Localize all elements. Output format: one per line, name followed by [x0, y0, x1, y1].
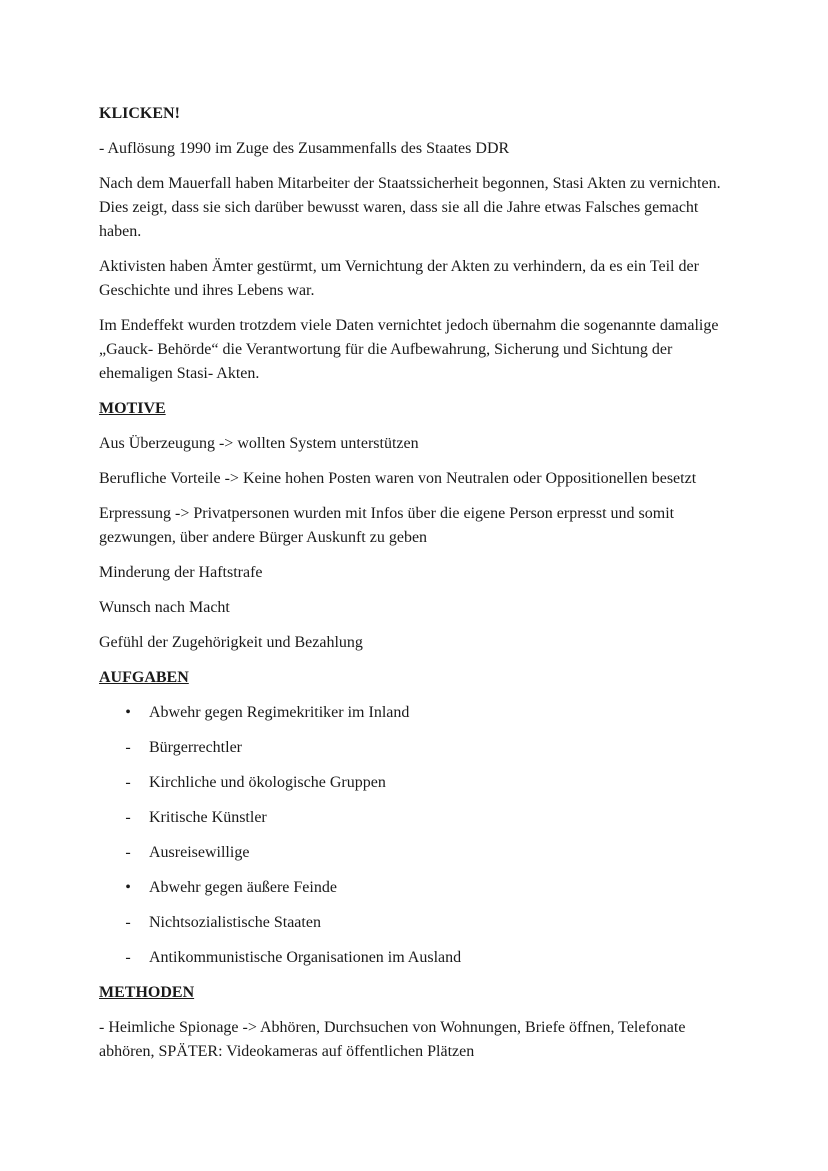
aufgaben-list [99, 701, 739, 970]
list-marker: - [125, 774, 131, 791]
list-item-text: Bürgerrechtler [149, 739, 242, 756]
page-title: KLICKEN! [99, 105, 180, 122]
list-marker: - [125, 844, 131, 861]
list-marker: - [125, 809, 131, 826]
section-heading-aufgaben: AUFGABEN [99, 669, 189, 686]
list-marker: - [125, 949, 131, 966]
motive-item: Gefühl der Zugehörigkeit und Bezahlung [99, 634, 363, 651]
document-page [99, 102, 739, 1075]
list-item-text: Nichtsozialistische Staaten [149, 914, 321, 931]
list-item-text: Antikommunistische Organisationen im Ausland [149, 949, 462, 966]
intro-paragraph: Aktivisten haben Ämter gestürmt, um Vernichtung der Akten zu verhindern, da es ein Teil der Geschichte und ihres Lebens war. [99, 258, 699, 299]
methoden-item: - Heimliche Spionage -> Abhören, Durchsuchen von Wohnungen, Briefe öffnen, Telefonate abhören, SPÄTER: Videokameras auf öffentlichen Plätzen [99, 1019, 686, 1060]
list-item [99, 771, 739, 795]
list-item [99, 701, 739, 725]
list-item-text: Kritische Künstler [149, 809, 267, 826]
section-heading-methoden: METHODEN [99, 984, 195, 1001]
list-item-text: Ausreisewillige [149, 844, 250, 861]
list-item-text: Kirchliche und ökologische Gruppen [149, 774, 386, 791]
list-item [99, 806, 739, 830]
list-item [99, 841, 739, 865]
intro-paragraph: Im Endeffekt wurden trotzdem viele Daten vernichtet jedoch übernahm die sogenannte damalige „Gauck- Behörde“ die Verantwortung für die Aufbewahrung, Sicherung und Sichtung der ehemaligen Stasi- Akten. [99, 317, 719, 382]
list-marker: - [125, 914, 131, 931]
list-item-text: Abwehr gegen Regimekritiker im Inland [149, 704, 410, 721]
list-item [99, 911, 739, 935]
list-item [99, 876, 739, 900]
motive-item: Berufliche Vorteile -> Keine hohen Posten waren von Neutralen oder Oppositionellen besetzt [99, 470, 697, 487]
list-marker: • [125, 879, 131, 896]
motive-item: Erpressung -> Privatpersonen wurden mit Infos über die eigene Person erpresst und somit gezwungen, über andere Bürger Auskunft zu geben [99, 505, 675, 546]
section-heading-motive: MOTIVE [99, 400, 166, 417]
list-marker: • [125, 704, 131, 721]
motive-item: Wunsch nach Macht [99, 599, 230, 616]
intro-paragraph: Nach dem Mauerfall haben Mitarbeiter der Staatssicherheit begonnen, Stasi Akten zu vernichten. Dies zeigt, dass sie sich darüber bewusst waren, dass sie all die Jahre etwas Falsches gemacht haben. [99, 175, 721, 240]
motive-item: Aus Überzeugung -> wollten System unterstützen [99, 435, 419, 452]
list-marker: - [125, 739, 131, 756]
list-item-text: Abwehr gegen äußere Feinde [149, 879, 337, 896]
dissolution-line: - Auflösung 1990 im Zuge des Zusammenfalls des Staates DDR [99, 140, 510, 157]
motive-item: Minderung der Haftstrafe [99, 564, 263, 581]
list-item [99, 736, 739, 760]
list-item [99, 946, 739, 970]
